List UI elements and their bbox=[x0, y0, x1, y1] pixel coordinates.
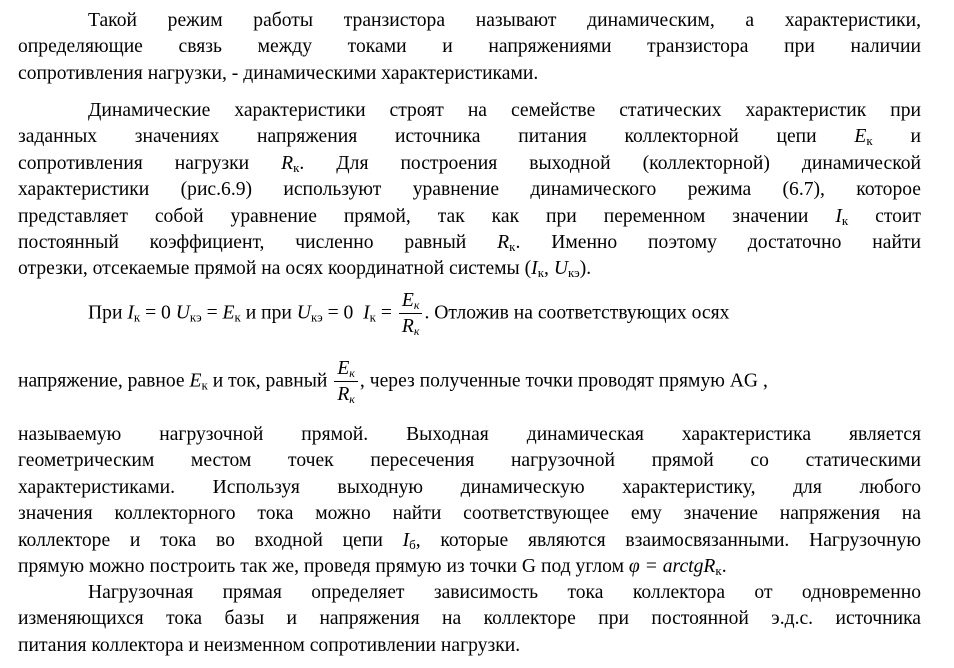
text-line: коллекторе и тока во входной цепи $I_б$, которые являются взаимосвязанными. Нагрузочную bbox=[18, 529, 921, 552]
text-line: значения коллекторного тока можно найти соответствующее ему значение напряжения на bbox=[18, 503, 921, 525]
text-line: определяющие связь между токами и напряжениями транзистора при наличии bbox=[18, 36, 921, 58]
text-line: заданных значениях напряжения источника питания коллекторной цепи $E_к$ и bbox=[18, 126, 921, 149]
text-line: сопротивления нагрузки, - динамическими характеристиками. bbox=[18, 62, 539, 84]
text-line: Динамические характеристики строят на семействе статических характеристик при bbox=[88, 100, 921, 121]
text-line: характеристиками. Используя выходную динамическую характеристику, для любого bbox=[18, 476, 921, 498]
fraction-ek-rk: $\frac{E_к}{R_к}$ bbox=[334, 358, 358, 406]
text-line: называемую нагрузочной прямой. Выходная динамическая характеристика является bbox=[18, 424, 921, 445]
paragraph-1 bbox=[18, 8, 921, 87]
text-line: Нагрузочная прямая определяет зависимость тока коллектора от одновременно bbox=[88, 582, 921, 603]
text-line: отрезки, отсекаемые прямой на осях координатной системы ($I_к$, $U_{кэ}$). bbox=[18, 258, 592, 281]
text-line: изменяющихся тока базы и напряжения на коллекторе при постоянной э.д.с. источника bbox=[18, 608, 921, 630]
paragraph-4 bbox=[18, 580, 921, 659]
text-line: Такой режим работы транзистора называют динамическим, а характеристики, bbox=[88, 10, 921, 31]
text-line: питания коллектора и неизменном сопротивлении нагрузки. bbox=[18, 634, 521, 656]
paragraph-3 bbox=[18, 422, 921, 580]
paragraph-2 bbox=[18, 98, 921, 283]
text-line: геометрическим местом точек пересечения нагрузочной прямой со статическими bbox=[18, 450, 921, 472]
formula-line-1: При $I_к = 0$ $U_{кэ} = E_к$ и при $U_{кэ} = 0$ $I_к$ = $\frac{E_к}{R_к}$ . Отложив на соответствующих осях bbox=[88, 290, 730, 338]
text-line: сопротивления нагрузки $R_к$. Для построения выходной (коллекторной) динамической bbox=[18, 152, 921, 175]
fraction-ek-rk: $\frac{E_к}{R_к}$ bbox=[399, 290, 423, 338]
text-line: постоянный коэффициент, численно равный $R_к$. Именно поэтому достаточно найти bbox=[18, 232, 921, 255]
text-line: представляет собой уравнение прямой, так как при переменном значении $I_к$ стоит bbox=[18, 205, 921, 228]
text-line: характеристики (рис.6.9) используют уравнение динамического режима (6.7), которое bbox=[18, 179, 921, 201]
formula-line-2: напряжение, равное $E_к$ и ток, равный $\frac{E_к}{R_к}$ , через полученные точки проводят прямую AG , bbox=[18, 358, 768, 406]
text-line: прямую можно построить так же, проведя прямую из точки G под углом φ = arctgR$_к$. bbox=[18, 556, 727, 579]
